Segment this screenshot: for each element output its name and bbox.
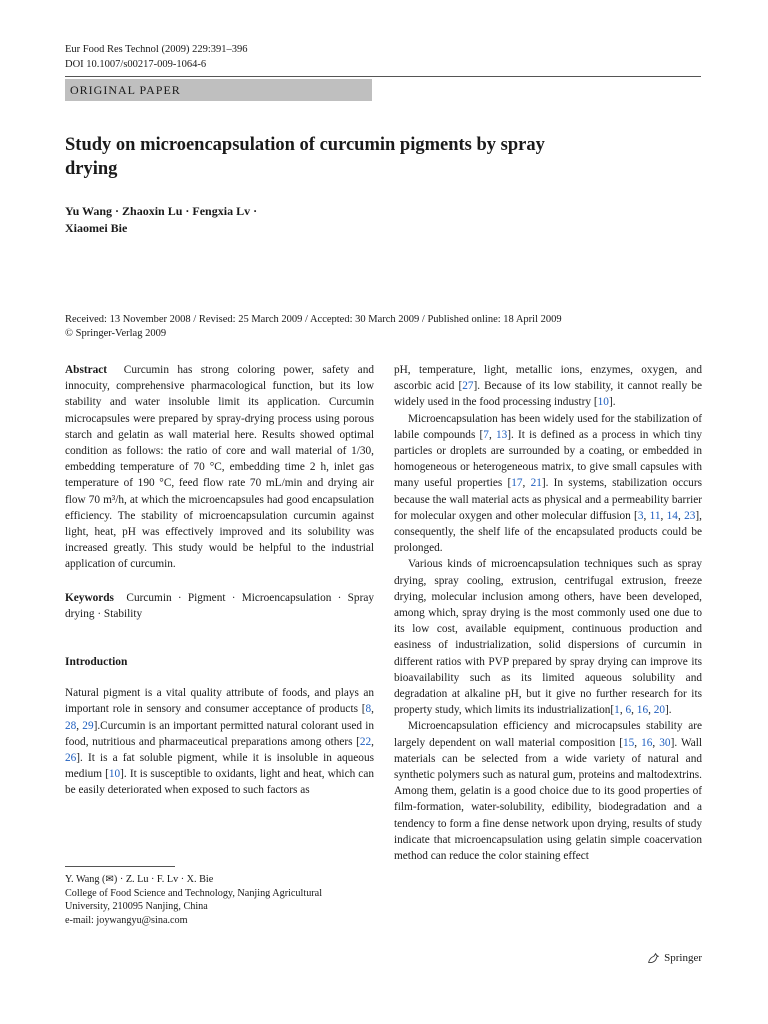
citation-link[interactable]: 28 (65, 719, 77, 732)
footnote-email[interactable]: e-mail: joywangyu@sina.com (65, 914, 188, 926)
citation-link[interactable]: 16 (641, 736, 653, 749)
journal-citation: Eur Food Res Technol (2009) 229:391–396 (65, 44, 248, 55)
left-column (65, 362, 374, 799)
citation-link[interactable]: 20 (653, 704, 666, 717)
dates-line: Received: 13 November 2008 / Revised: 25 March 2009 / Accepted: 30 March 2009 / Published online: 18 April 2009 (65, 314, 562, 325)
citation-link[interactable]: 26 (65, 752, 77, 765)
keywords-label: Keywords (65, 591, 114, 604)
publisher-name: Springer (664, 952, 702, 964)
citation-link[interactable]: 1 (614, 704, 620, 717)
citation-link[interactable]: 21 (530, 477, 542, 490)
publication-history (65, 313, 705, 341)
right-column (394, 362, 702, 864)
publisher-logo (646, 951, 702, 965)
introduction-paragraph: Natural pigment is a vital quality attribute of foods, and plays an important role in sensory and consumer acceptance of products [8, 28, 29].Curcumin is an important permitted natural colorant used in food, nutritious and pharmaceutical preparations among others [22, 26]. It is a fat soluble pigment, while it is insoluble in aqueous medium [10]. It is susceptible to oxidants, light and heat, which can be easily deteriorated when exposed to such factors as (65, 687, 374, 797)
citation-link[interactable]: 13 (495, 428, 508, 441)
header-rule (65, 76, 701, 77)
paper-title: Study on microencapsulation of curcumin pigments by spray drying (65, 135, 545, 179)
citation-link[interactable]: 6 (625, 704, 632, 717)
article-type-banner: ORIGINAL PAPER (65, 79, 372, 101)
copyright-line: © Springer-Verlag 2009 (65, 328, 167, 339)
citation-link[interactable]: 23 (684, 509, 696, 522)
abstract (65, 362, 374, 573)
citation-link[interactable]: 17 (511, 477, 523, 490)
citation-link[interactable]: 3 (637, 509, 644, 522)
citation-link[interactable]: 8 (365, 703, 372, 716)
footnote-affiliation: College of Food Science and Technology, Nanjing Agricultural University, 210095 Nanjing, China (65, 887, 323, 912)
introduction-heading: Introduction (65, 656, 128, 669)
author-list: Yu Wang · Zhaoxin Lu · Fengxia Lv · Xiaomei Bie (65, 204, 258, 235)
keywords (65, 590, 374, 622)
citation-link[interactable]: 22 (359, 735, 372, 748)
body-paragraph: Microencapsulation efficiency and microcapsules stability are largely dependent on wall material composition [15, 16, 30]. Wall materials can be selected from a wide variety of natural and synthetic polymers such as natural gum, proteins and maltodextrins. Among them, gelatin is a good choice due to its good properties of film-formation, water-solubility, edibility, biodegradation and a tendency to form a fine dense network upon drying, results of study indicate that microencapsulation using gelatin simple coacervation method can reduce the color staining effect (394, 720, 702, 863)
keywords-text: Curcumin · Pigment · Microencapsulation · Spray drying · Stability (65, 591, 374, 620)
citation-link[interactable]: 27 (462, 380, 474, 393)
citation-link[interactable]: 11 (649, 509, 661, 522)
citation-link[interactable]: 29 (82, 719, 94, 732)
abstract-label: Abstract (65, 364, 108, 376)
doi: DOI 10.1007/s00217-009-1064-6 (65, 59, 207, 70)
footnote-authors: Y. Wang (✉) · Z. Lu · F. Lv · X. Bie (65, 874, 214, 885)
citation-link[interactable]: 15 (622, 736, 635, 749)
footnote-rule (65, 866, 175, 867)
citation-link[interactable]: 30 (659, 736, 671, 749)
citation-link[interactable]: 16 (636, 704, 649, 717)
citation-link[interactable]: 7 (483, 428, 489, 441)
citation-link[interactable]: 14 (666, 509, 678, 522)
citation-link[interactable]: 10 (108, 768, 121, 781)
author-footnote (65, 873, 365, 927)
citation-link[interactable]: 10 (597, 396, 609, 409)
body-paragraph: Various kinds of microencapsulation techniques such as spray drying, spray cooling, extrusion, centrifugal extrusion, freeze drying, molecular inclusion among others, have been developed, among which, spray drying is the most commonly used one due to its low cost, available equipment, continuous production and easiness of industrialization, solid dispersions of curcumin in different ratios with PVP prepared by spray drying can improve its bioavailability such as its limited aqueous solubility and degradation at alkaline pH, but it give no further research for its property study, which limits its industrialization[1, 6, 16, 20]. (394, 558, 702, 717)
body-paragraph: pH, temperature, light, metallic ions, enzymes, oxygen, and ascorbic acid [27]. Because of its low stability, it cannot really be widely used in the food processing industry [10]. (394, 364, 702, 409)
body-paragraph: Microencapsulation has been widely used for the stabilization of labile compounds [7, 13]. It is defined as a process in which tiny particles or droplets are surrounded by a coating, or embedded in homogeneous or heterogeneous matrix, to give small capsules with many useful properties [17, 21]. In systems, stabilization occurs because the wall material acts as physical and a permeability barrier for molecular oxygen and other molecular diffusion [3, 11, 14, 23], consequently, the shelf life of the encapsulated products could be prolonged. (394, 412, 702, 555)
abstract-text: Curcumin has strong coloring power, safety and innocuity, comprehensive pharmacological function, but its low stability and water insoluble limit its application. Curcumin microcapsules were prepared by spray-drying process using porous starch and gelatin as wall material here. Results showed optimal condition as follows: the ratio of core and wall material of 1/30, embedding temperature of 70 °C, embedding time 2 h, inlet gas temperature of 190 °C, feed flow rate 70 mL/min and drying air flow 70 m³/h, at which the microencapsules had good encapsulation efficiency. The stability of microencapsulation curcumin against light, heat, pH was effectively improved and its solubility was increased greatly. This study would be helpful to the industrial application of curcumin. (65, 364, 374, 571)
springer-horse-icon (646, 951, 660, 965)
